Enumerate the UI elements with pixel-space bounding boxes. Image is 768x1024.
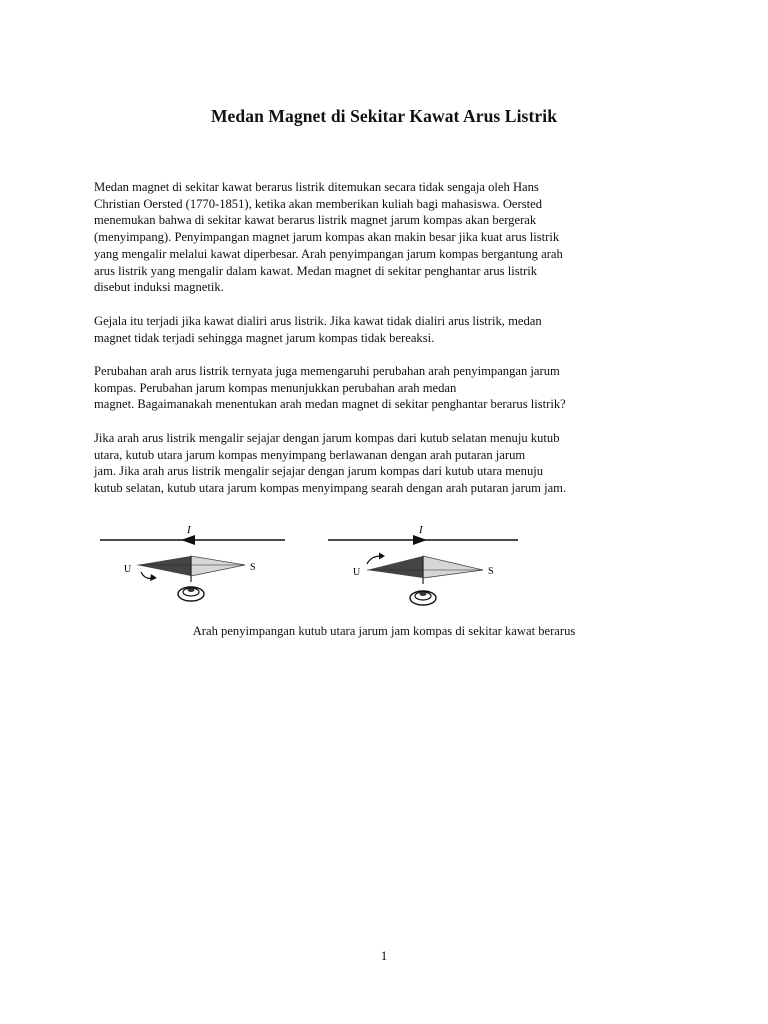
paragraph-line: Christian Oersted (1770-1851), ketika akan memberikan kuliah bagi mahasiswa. Oersted (94, 196, 543, 211)
south-pole-label: S (250, 562, 256, 573)
right-compass-diagram (328, 524, 518, 605)
paragraph-1 (94, 179, 684, 296)
south-pole-label: S (488, 566, 494, 577)
paragraph-4 (94, 430, 684, 497)
paragraph-line: Gejala itu terjadi jika kawat dialiri arus listrik. Jika kawat tidak dialiri arus listrik, medan (94, 314, 542, 328)
compass-figure (95, 518, 535, 610)
paragraph-line: utara, kutub utara jarum kompas menyimpang berlawanan dengan arah putaran jarum (94, 447, 526, 462)
needle-south-half (191, 556, 245, 576)
paragraph-line: magnet. Bagaimanakah menentukan arah medan magnet di sekitar penghantar berarus listrik? (94, 397, 566, 412)
paragraph-line: menemukan bahwa di sekitar kawat berarus listrik magnet jarum kompas akan bergerak (94, 213, 537, 228)
current-arrow-icon (181, 535, 195, 545)
paragraph-line: Perubahan arah arus listrik ternyata juga memengaruhi perubahan arah penyimpangan jarum (94, 364, 560, 378)
page-number: 1 (380, 949, 388, 963)
paragraph-3 (94, 363, 684, 413)
paragraph-line: kutub selatan, kutub utara jarum kompas menyimpang searah dengan arah putaran jarum jam. (94, 481, 567, 496)
paragraph-line: Jika arah arus listrik mengalir sejajar dengan jarum kompas dari kutub selatan menuju kutub (94, 431, 560, 445)
paragraph-line: kompas. Perubahan jarum kompas menunjukkan perubahan arah medan (94, 380, 457, 395)
north-pole-label: U (353, 567, 361, 578)
paragraph-line: arus listrik yang mengalir dalam kawat. Medan magnet di sekitar penghantar arus listrik (94, 263, 538, 278)
north-pole-label: U (124, 564, 132, 575)
paragraph-line: Medan magnet di sekitar kawat berarus listrik ditemukan secara tidak sengaja oleh Hans (94, 180, 539, 194)
paragraph-line: disebut induksi magnetik. (94, 280, 224, 295)
left-compass-diagram (100, 524, 285, 601)
document-title: Medan Magnet di Sekitar Kawat Arus Listrik (210, 106, 558, 126)
needle-south-half (423, 556, 483, 578)
paragraph-line: magnet tidak terjadi sehingga magnet jarum kompas tidak bereaksi. (94, 330, 435, 345)
paragraph-line: jam. Jika arah arus listrik mengalir sejajar dengan jarum kompas dari kutub utara menuju (94, 464, 544, 479)
current-label: I (187, 524, 191, 536)
current-label: I (419, 524, 423, 536)
deflection-arrow-icon (367, 556, 381, 564)
current-arrow-icon (413, 535, 427, 545)
needle-north-half (367, 556, 423, 578)
paragraph-2 (94, 313, 684, 346)
figure-caption: Arah penyimpangan kutub utara jarum jam kompas di sekitar kawat berarus (192, 624, 576, 638)
paragraph-line: (menyimpang). Penyimpangan magnet jarum kompas akan makin besar jika kuat arus listrik (94, 230, 560, 245)
needle-north-half (137, 556, 191, 576)
paragraph-line: yang mengalir melalui kawat diperbesar. Arah penyimpangan jarum kompas bergantung arah (94, 246, 563, 261)
